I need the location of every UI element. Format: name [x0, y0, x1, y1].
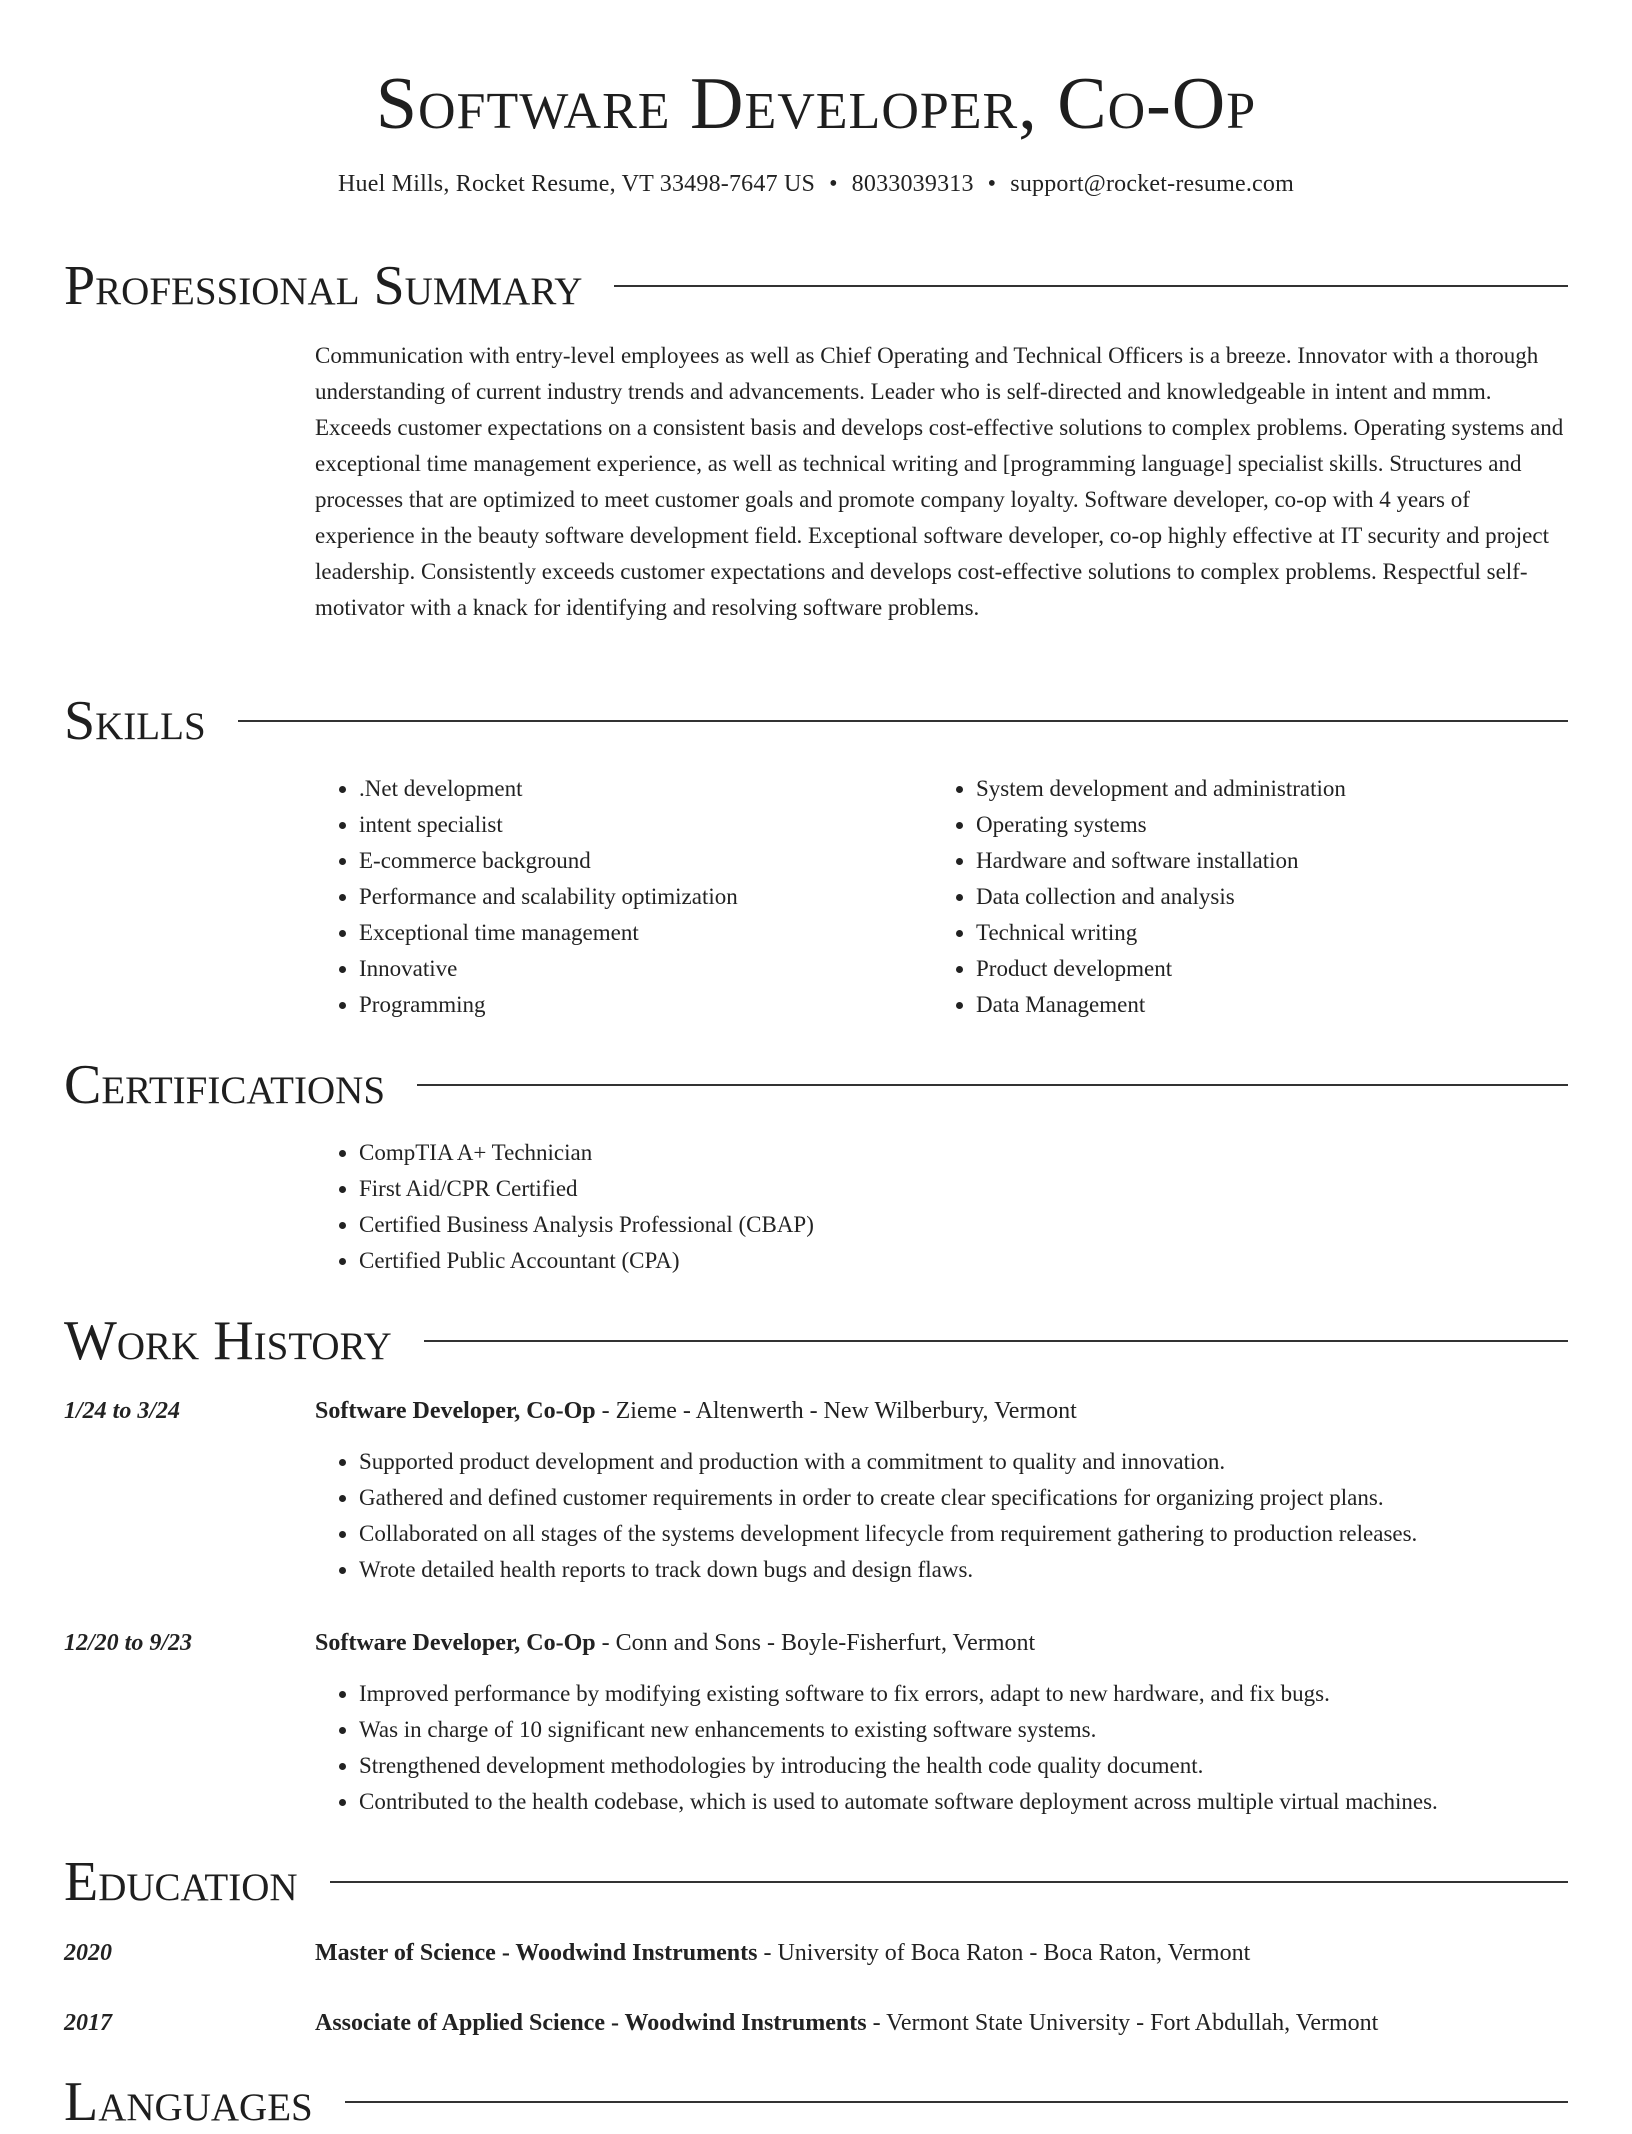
education-degree: Associate of Applied Science - Woodwind Instruments [315, 2010, 867, 2036]
section-title: Skills [64, 690, 206, 752]
work-title-line [315, 1395, 1077, 1427]
summary-block [315, 338, 1568, 626]
section-rule [417, 1084, 1568, 1086]
skill-item: • Product development [976, 951, 1549, 987]
skills-block [315, 771, 1568, 1023]
section-title: Professional Summary [64, 255, 583, 317]
contact-separator: • [829, 171, 838, 197]
education-line [315, 1937, 1250, 1969]
work-bullets [315, 1676, 1568, 1820]
section-header-education [64, 1850, 1568, 1914]
contact-email[interactable]: support@rocket-resume.com [1010, 171, 1294, 197]
skill-item: • Exceptional time management [359, 915, 932, 951]
section-title: Certifications [64, 1054, 386, 1116]
contact-phone: 8033039313 [851, 171, 974, 197]
skills-column-left [315, 771, 932, 1023]
work-role: Software Developer, Co-Op [315, 1398, 596, 1424]
work-employer: - Zieme - Altenwerth - New Wilberbury, Vermont [595, 1398, 1077, 1424]
skill-item: • Programming [359, 987, 932, 1023]
skill-item: • Data Management [976, 987, 1549, 1023]
certification-item: • Certified Public Accountant (CPA) [359, 1243, 1568, 1279]
work-role: Software Developer, Co-Op [315, 1630, 596, 1656]
section-rule [614, 285, 1568, 287]
work-bullet: • Contributed to the health codebase, which is used to automate software deployment across multiple virtual machines. [359, 1784, 1568, 1820]
resume-page [64, 0, 1568, 2133]
education-entry [64, 2007, 1568, 2039]
contact-separator: • [987, 171, 997, 197]
skill-item: • .Net development [359, 771, 932, 807]
summary-text: Communication with entry-level employees as well as Chief Operating and Technical Officers is a breeze. Innovator with a thorough understanding of current industry trends and advancements. Leader who is self-directed and knowledgeable in intent and mmm. Exceeds customer expectations on a consistent basis and develops cost-effective solutions to complex problems. Operating systems and exceptional time management experience, as well as technical writing and [programming language] specialist skills. Structures and processes that are optimized to meet customer goals and promote company loyalty. Software developer, co-op with 4 years of experience in the beauty software development field. Exceptional software developer, co-op highly effective at IT security and project leadership. Consistently exceeds customer expectations and develops cost-effective solutions to complex problems. Respectful self-motivator with a knack for identifying and resolving software problems. [315, 343, 1564, 620]
certification-item: • CompTIA A+ Technician [359, 1135, 1568, 1171]
education-year: 2020 [64, 1940, 112, 1966]
resume-title: Software Developer, Co-Op [375, 63, 1257, 145]
certification-item: • Certified Business Analysis Professional (CBAP) [359, 1207, 1568, 1243]
section-title: Languages [64, 2071, 313, 2133]
skill-item: • Data collection and analysis [976, 879, 1549, 915]
work-dates: 1/24 to 3/24 [64, 1398, 181, 1424]
work-bullet: • Wrote detailed health reports to track down bugs and design flaws. [359, 1552, 1568, 1588]
work-bullet: • Collaborated on all stages of the systems development lifecycle from requirement gathering to production releases. [359, 1516, 1568, 1552]
work-bullet: • Was in charge of 10 significant new enhancements to existing software systems. [359, 1712, 1568, 1748]
education-line [315, 2007, 1378, 2039]
section-title: Education [64, 1851, 298, 1913]
section-rule [330, 1881, 1568, 1883]
certifications-list [315, 1135, 1568, 1279]
work-bullet: • Gathered and defined customer requirements in order to create clear specifications for organizing project plans. [359, 1480, 1568, 1516]
skill-item: • Innovative [359, 951, 932, 987]
skills-column-right [932, 771, 1549, 1023]
work-dates: 12/20 to 9/23 [64, 1630, 193, 1656]
work-bullets [315, 1444, 1568, 1588]
skill-item: • Performance and scalability optimization [359, 879, 932, 915]
skill-item: • System development and administration [976, 771, 1549, 807]
work-entry-header [64, 1627, 1568, 1659]
skill-item: • Technical writing [976, 915, 1549, 951]
work-entry-details [315, 1676, 1568, 1820]
work-entry-header [64, 1395, 1568, 1427]
skills-list [932, 771, 1549, 1023]
skill-item: • E-commerce background [359, 843, 932, 879]
education-school: - University of Boca Raton - Boca Raton, Vermont [757, 1940, 1251, 1966]
education-year: 2017 [64, 2010, 112, 2036]
certifications-block [315, 1135, 1568, 1279]
section-header-work-history [64, 1309, 1568, 1373]
section-title: Work History [64, 1310, 392, 1372]
work-bullet: • Improved performance by modifying existing software to fix errors, adapt to new hardware, and fix bugs. [359, 1676, 1568, 1712]
education-entry [64, 1937, 1568, 1969]
skills-list [315, 771, 932, 1023]
section-rule [424, 1340, 1568, 1342]
contact-address: Huel Mills, Rocket Resume, VT 33498-7647 US [338, 171, 816, 197]
section-header-languages [64, 2070, 1568, 2134]
section-header-skills [64, 689, 1568, 753]
work-bullet: • Strengthened development methodologies by introducing the health code quality document. [359, 1748, 1568, 1784]
skill-item: • intent specialist [359, 807, 932, 843]
section-header-certifications [64, 1053, 1568, 1117]
work-title-line [315, 1627, 1035, 1659]
section-rule [345, 2101, 1568, 2103]
skill-item: • Operating systems [976, 807, 1549, 843]
section-header-summary [64, 254, 1568, 318]
certification-item: • First Aid/CPR Certified [359, 1171, 1568, 1207]
work-entry-details [315, 1444, 1568, 1588]
work-employer: - Conn and Sons - Boyle-Fisherfurt, Vermont [595, 1630, 1036, 1656]
work-bullet: • Supported product development and production with a commitment to quality and innovation. [359, 1444, 1568, 1480]
education-degree: Master of Science - Woodwind Instruments [315, 1940, 758, 1966]
section-rule [238, 720, 1568, 722]
skill-item: • Hardware and software installation [976, 843, 1549, 879]
education-school: - Vermont State University - Fort Abdullah, Vermont [866, 2010, 1379, 2036]
contact-line [64, 168, 1568, 200]
